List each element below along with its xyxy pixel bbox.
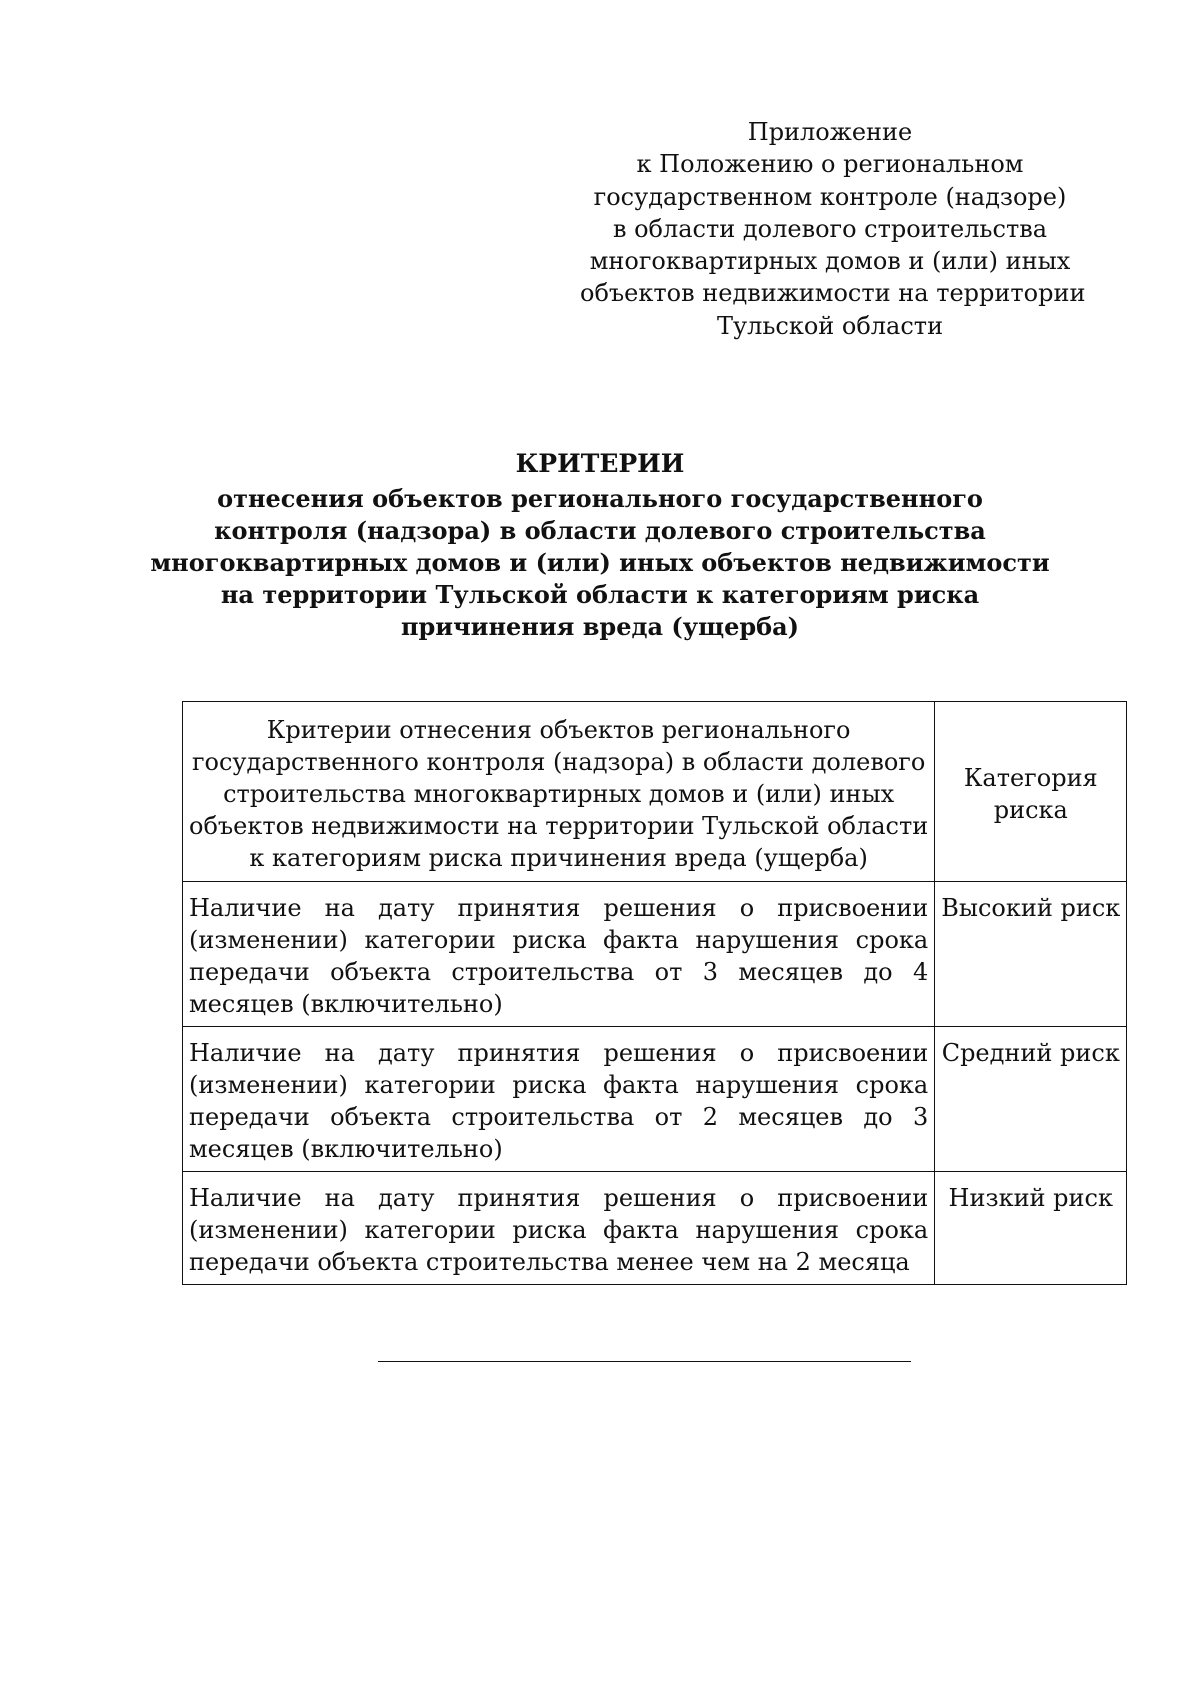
title-heading: КРИТЕРИИ: [515, 449, 685, 478]
header-criteria-line: Критерии отнесения объектов регионального: [266, 716, 851, 744]
title-line: отнесения объектов регионального государственного: [217, 484, 983, 513]
header-criteria-line: государственного контроля (надзора) в области долевого: [191, 748, 926, 776]
title-line: контроля (надзора) в области долевого строительства: [214, 516, 986, 545]
criterion-cell: Наличие на дату принятия решения о присвоении (изменении) категории риска факта нарушения срока передачи объекта строительства от 2 месяцев до 3 месяцев (включительно): [183, 1027, 935, 1172]
criterion-cell: Наличие на дату принятия решения о присвоении (изменении) категории риска факта нарушения срока передачи объекта строительства от 3 месяцев до 4 месяцев (включительно): [183, 882, 935, 1027]
appendix-line: государственном контроле (надзоре): [593, 182, 1067, 211]
category-cell: Средний риск: [935, 1027, 1127, 1172]
title-line: на территории Тульской области к категориям риска: [220, 580, 980, 609]
category-cell: Высокий риск: [935, 882, 1127, 1027]
appendix-line: к Положению о региональном: [636, 150, 1024, 179]
header-category-line: риска: [993, 795, 1068, 824]
appendix-line: многоквартирных домов и (или) иных: [589, 247, 1071, 276]
criteria-table: [182, 701, 1127, 1285]
appendix-line: Приложение: [747, 118, 913, 146]
appendix-line: Тульской области: [716, 311, 944, 340]
appendix-line: в области долевого строительства: [612, 214, 1048, 243]
appendix-line: объектов недвижимости на территории: [580, 279, 1086, 308]
table-row: [183, 882, 1127, 1027]
title-line: многоквартирных домов и (или) иных объектов недвижимости: [150, 548, 1050, 577]
document-title: [150, 448, 1050, 643]
appendix-header: [580, 116, 1086, 342]
table-row: [183, 1027, 1127, 1172]
table-header-row: [183, 702, 1127, 882]
header-criteria-line: к категориям риска причинения вреда (ущерба): [249, 844, 868, 872]
header-category-line: Категория: [963, 763, 1098, 792]
title-line: причинения вреда (ущерба): [400, 612, 800, 641]
table-row: [183, 1172, 1127, 1285]
header-criteria-line: строительства многоквартирных домов и (или) иных: [223, 780, 895, 808]
end-divider: [378, 1361, 911, 1362]
criterion-cell: Наличие на дату принятия решения о присвоении (изменении) категории риска факта нарушения срока передачи объекта строительства менее чем на 2 месяца: [183, 1172, 935, 1285]
category-cell: Низкий риск: [935, 1172, 1127, 1285]
header-criteria-line: объектов недвижимости на территории Тульской области: [189, 812, 929, 840]
header-category: [935, 702, 1127, 882]
header-criteria: [183, 702, 935, 882]
